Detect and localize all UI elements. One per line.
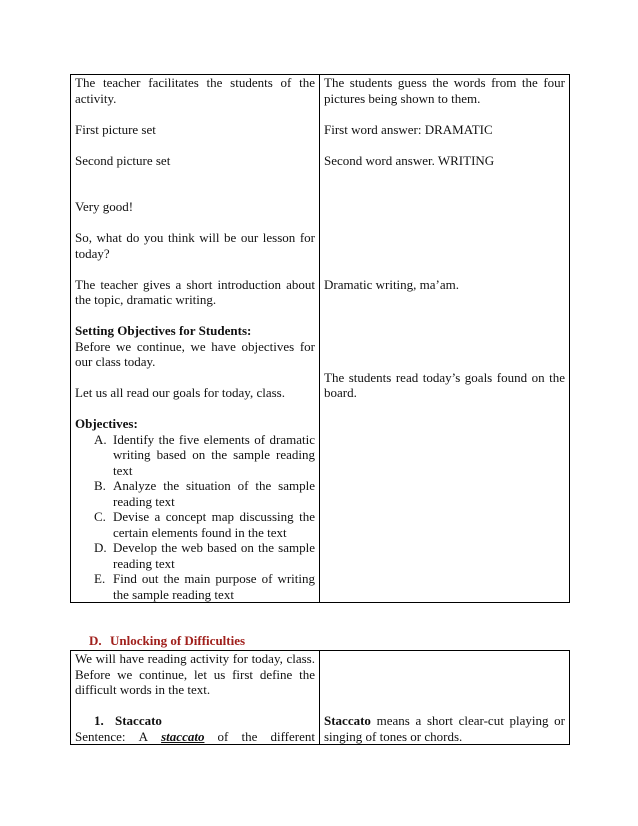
second-picture-set-text: Second picture set <box>75 152 171 168</box>
staccato-term: Staccato <box>324 713 371 728</box>
students-read-goals-text: The students read today’s goals found on the board. <box>324 369 565 400</box>
objectives-heading: Objectives: <box>75 416 138 431</box>
staccato-item: 1. Staccato <box>94 713 162 728</box>
objective-item: C. Devise a concept map discussing the certain elements found in the text <box>94 509 315 540</box>
setting-objectives-text: Before we continue, we have objectives for our class today. <box>75 338 315 369</box>
introduction-text: The teacher gives a short introduction about the topic, dramatic writing. <box>75 276 315 307</box>
staccato-word: staccato <box>161 728 205 744</box>
staccato-sentence: Sentence: A staccato of the different <box>75 728 315 744</box>
very-good-text: Very good! <box>75 199 134 214</box>
section-d-heading: D. Unlocking of Difficulties <box>89 633 246 648</box>
read-goals-text: Let us all read our goals for today, class. <box>75 385 285 400</box>
objective-item: A. Identify the five elements of dramatic writing based on the sample reading text <box>94 431 315 478</box>
objectives-list <box>75 432 315 603</box>
reading-activity-text: We will have reading activity for today, class. Before we continue, let us first define the difficult words in the text. <box>75 651 315 697</box>
lesson-table-2 <box>70 650 570 745</box>
lesson-question-text: So, what do you think will be our lesson for today? <box>75 230 315 261</box>
objective-item: B. Analyze the situation of the sample reading text <box>94 478 315 509</box>
objective-item: D. Develop the web based on the sample reading text <box>94 540 315 571</box>
staccato-definition: Staccato means a short clear-cut playing or singing of tones or chords. <box>324 713 565 744</box>
teacher-facilitates-text: The teacher facilitates the students of the activity. <box>75 75 315 106</box>
lesson-table-1 <box>70 74 570 603</box>
first-word-answer-text: First word answer: DRAMATIC <box>324 121 493 137</box>
students-guess-text: The students guess the words from the four pictures being shown to them. <box>324 75 565 106</box>
student-unlocking-cell <box>320 651 570 745</box>
teacher-unlocking-cell <box>71 651 320 745</box>
objective-item: E. Find out the main purpose of writing the sample reading text <box>94 571 315 602</box>
first-picture-set-text: First picture set <box>75 121 156 137</box>
dramatic-writing-answer-text: Dramatic writing, ma’am. <box>324 276 460 292</box>
teacher-activity-cell <box>71 75 320 603</box>
student-activity-cell <box>320 75 570 603</box>
setting-objectives-heading: Setting Objectives for Students: <box>75 323 252 338</box>
second-word-answer-text: Second word answer. WRITING <box>324 152 495 168</box>
